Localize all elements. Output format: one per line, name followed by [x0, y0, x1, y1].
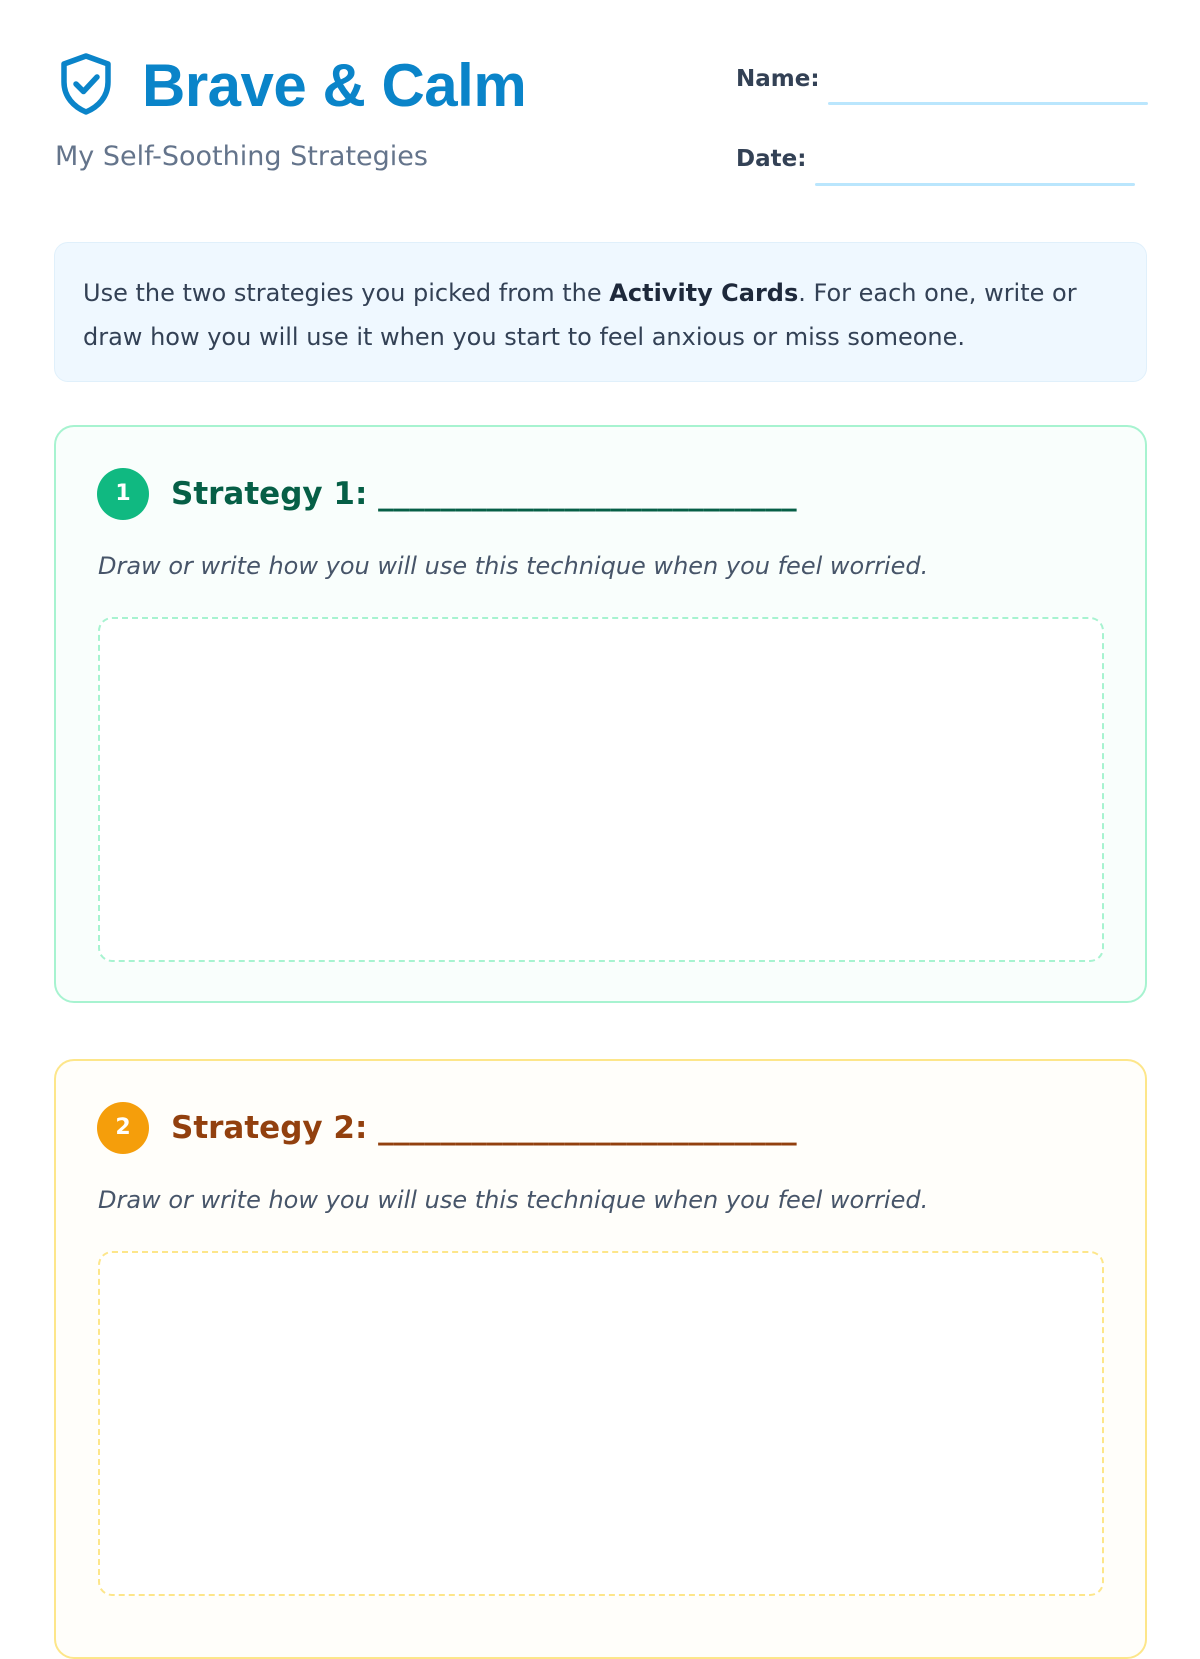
strategy-card-1 [54, 425, 1147, 1003]
page-title: Brave & Calm [142, 52, 527, 119]
date-label: Date: [736, 146, 807, 172]
strategy-title: Strategy 1: ___________________________ [171, 476, 797, 512]
strategy-instruction: Draw or write how you will use this technique when you feel worried. [98, 552, 929, 580]
drawing-area[interactable] [98, 1251, 1104, 1596]
strategy-card-2 [54, 1059, 1147, 1659]
name-field[interactable] [828, 102, 1148, 105]
shield-check-icon [58, 52, 114, 116]
strategy-number-badge: 2 [97, 1102, 149, 1154]
page-subtitle: My Self-Soothing Strategies [55, 141, 428, 172]
instructions-box [54, 242, 1147, 382]
instructions-bold-text: Activity Cards [609, 279, 799, 307]
instructions-text-end: . For each one, write or draw how you will use it when you start to feel anxious or miss someone. [83, 279, 1077, 351]
instructions-text-start: Use the two strategies you picked from the [83, 279, 610, 307]
strategy-title: Strategy 2: ___________________________ [171, 1110, 797, 1146]
drawing-area[interactable] [98, 617, 1104, 962]
name-label: Name: [736, 66, 820, 92]
strategy-number-badge: 1 [97, 468, 149, 520]
worksheet-header [0, 0, 1200, 220]
date-field[interactable] [815, 183, 1135, 186]
strategy-instruction: Draw or write how you will use this technique when you feel worried. [98, 1186, 929, 1214]
